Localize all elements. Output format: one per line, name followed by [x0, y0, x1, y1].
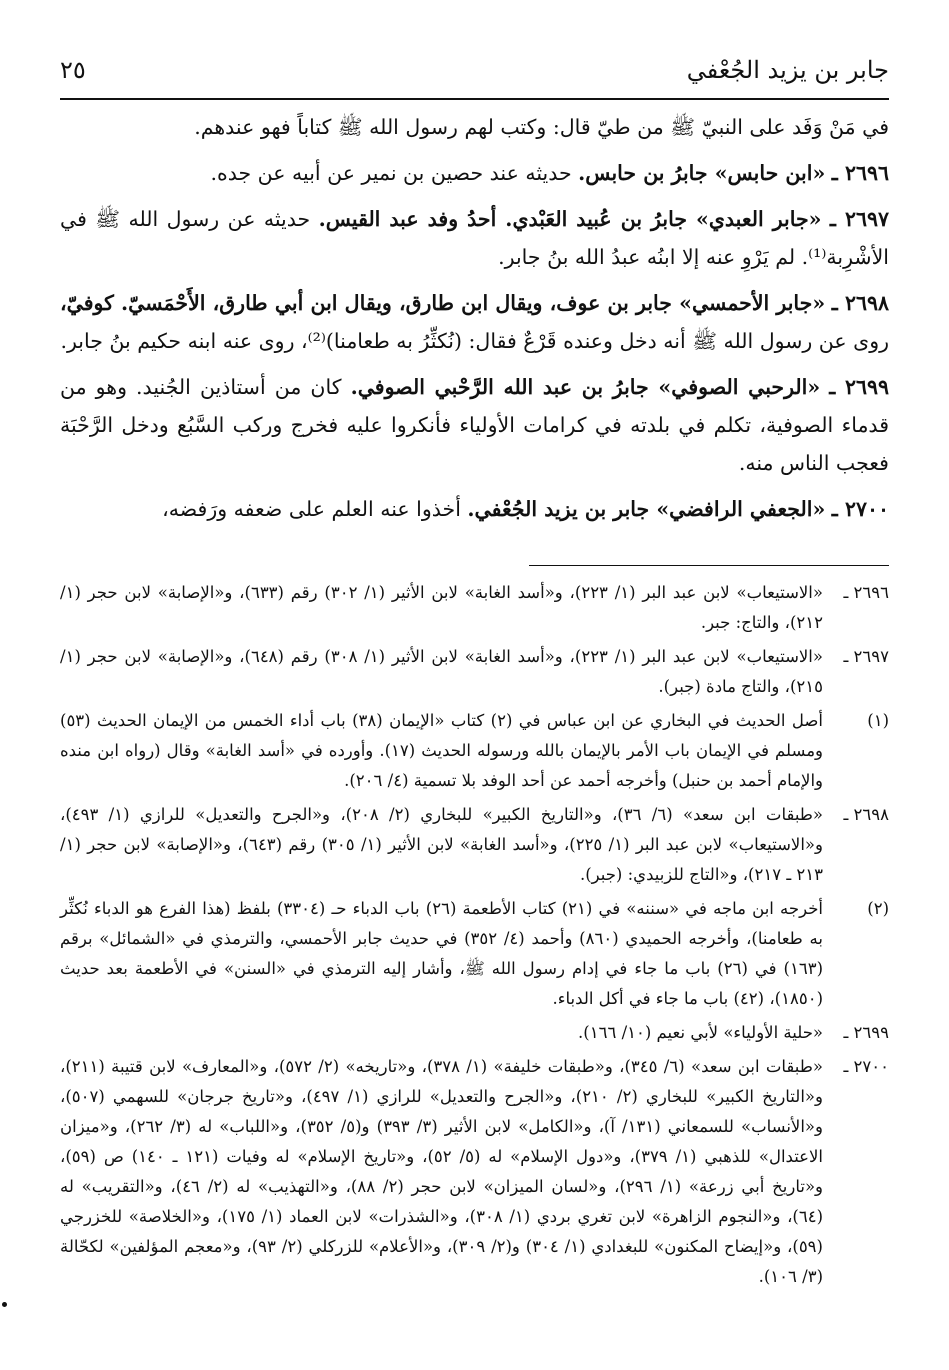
footnote-2700: [60, 1052, 889, 1292]
entry-number: ٢٦٩٩ ـ: [829, 375, 889, 399]
entry-number: ٢٦٩٨ ـ: [831, 291, 889, 315]
scan-margin-dot: [2, 1302, 7, 1307]
footnote-label: (٢): [867, 899, 889, 918]
entry-number: ٢٦٩٦ ـ: [831, 161, 889, 185]
footnote-text: «طبقات ابن سعد» (٦/ ٣٤٥)، و«طبقات خليفة» (١/ ٣٧٨)، و«تاريخه» (٢/ ٥٧٢)، و«المعارف» لابن قتيبة (٢١١)، و«التاريخ الكبير» للبخاري (٢/ ٢١٠)، و«الجرح والتعديل» للرازي (١/ ٤٩٧)، و«تاريخ جرجان» للسهمي (٥٠٧)، و«الأنساب» للسمعاني (١٣١/ آ)، و«الكامل» لابن الأثير (٣/ ٣٩٣) و(٥/ ٣٥٢)، و«اللباب» له (٣/ ٢٦٢)، و«ميزان الاعتدال» للذهبي (١/ ٣٧٩)، و«دول الإسلام» له (٥/ ٥٢)، و«تاريخ الإسلام» له وفيات (١٢١ ـ ١٤٠) ص (٥٩)، و«تاريخ أبي زرعة» (١/ ٢٩٦)، و«لسان الميزان» لابن حجر (٢/ ٨٨)، و«التهذيب» له (٢/ ٤٦)، و«التقريب» له (٦٤)، و«النجوم الزاهرة» لابن تغري بردي (١/ ٣٠٨)، و«الشذرات» لابن العماد (١/ ١٧٥)، و«الخلاصة» للخزرجي (٥٩)، و«إيضاح المكنون» للبغدادي (١/ ٣٠٤) و(٢/ ٣٠٩)، و«الأعلام» للزركلي (٢/ ٩٣)، و«معجم المؤلفين» لكحّالة (٣/ ١٠٦).: [60, 1057, 824, 1286]
footnote-text: أخرجه ابن ماجه في «سننه» في (٢١) كتاب الأطعمة (٢٦) باب الدباء حـ (٣٣٠٤) بلفظ (هذا الفرع هو الدباء نُكثِّر به طعامنا)، وأخرجه الحميدي (٨٦٠) وأحمد (٤/ ٣٥٢) في حديث جابر الأحمسي، والترمذي في «الشمائل» برقم (١٦٣) في (٢٦) باب ما جاء في إدام رسول الله ﷺ، وأشار إليه الترمذي في «السنن» في الأطعمة بعد حديث (١٨٥٠)، (٤٢) باب ما جاء في أكل الدباء.: [60, 899, 823, 1008]
footnote-text: «الاستيعاب» لابن عبد البر (١/ ٢٢٣)، و«أسد الغابة» لابن الأثير (١/ ٣٠٢) رقم (٦٣٣)، و«الإصابة» لابن حجر (١/ ٢١٢)، والتاج: جبر.: [60, 583, 823, 632]
entry-2700: [60, 490, 889, 528]
entry-2699: [60, 368, 889, 482]
footnote-2699: [60, 1018, 889, 1048]
running-title: جابر بن يزيد الجُعْفي: [686, 56, 889, 84]
entry-text: كان من أستاذين الجُنيد. وهو من قدماء الصوفية، تكلم في بلدته في كرامات الأولياء فأنكروا عليه فخرج وركب السَّبُع ودخل الرَّحْبَة فعجب الناس منه.: [60, 375, 889, 475]
footnotes: [60, 578, 889, 1296]
footnote-2697: [60, 642, 889, 702]
entry-number: ٢٧٠٠ ـ: [831, 497, 889, 521]
footnote-label: ٢٧٠٠ ـ: [843, 1057, 889, 1076]
footnote-label: ٢٦٩٨ ـ: [843, 805, 889, 824]
footnote-2696: [60, 578, 889, 638]
footnote-2698: [60, 800, 889, 890]
footnote-1: [60, 706, 889, 796]
entry-text: حديثه عن رسول الله ﷺ في الأشْرِبة⁽¹⁾. لم يَرْوِ عنه إلا ابنُه عبدُ الله بنُ جابر.: [60, 207, 889, 269]
entry-heading: «الرحبي الصوفي» جابرُ بن عبد الله الرَّحْبي الصوفي.: [350, 375, 821, 399]
entry-heading: «الجعفي الرافضي» جابر بن يزيد الجُعْفي.: [467, 497, 826, 521]
page-header: [60, 52, 889, 100]
footnote-label: (١): [867, 711, 889, 730]
entry-text: أخذوا عنه العلم على ضعفه ورَفضه،: [162, 497, 468, 521]
footnote-text: أصل الحديث في البخاري عن ابن عباس في (٢) كتاب «الإيمان (٣٨) باب أداء الخمس من الإيمان الحديث (٥٣) ومسلم في الإيمان باب الأمر بالإيمان بالله ورسوله الحديث (١٧). وأورده في «أسد الغابة» وقال (رواه ابن منده والإمام أحمد بن حنبل) وأخرجه أحمد عن أحد الوفد بلا تسمية (٤/ ٢٠٦).: [60, 711, 823, 790]
entry-2696: [60, 154, 889, 192]
intro-paragraph: في مَنْ وَفَد على النبيّ ﷺ من طيّ قال: وكتب لهم رسول الله ﷺ كتاباً فهو عندهم.: [194, 115, 889, 139]
entry-text: روى عن رسول الله ﷺ أنه دخل وعنده قَرْعٌ فقال: (نُكثِّرُ به طعامنا)⁽²⁾، روى عنه ابنه حكيم بنُ جابر.: [60, 329, 889, 353]
footnote-2: [60, 894, 889, 1014]
entry-2698: [60, 284, 889, 360]
entry-text: حديثه عند حصين بن نمير عن أبيه عن جده.: [210, 161, 579, 185]
entry-number: ٢٦٩٧ ـ: [829, 207, 889, 231]
footnote-divider: [529, 565, 889, 566]
footnote-text: «حلية الأولياء» لأبي نعيم (١٠/ ١٦٦).: [578, 1023, 823, 1042]
entry-2697: [60, 200, 889, 276]
footnote-label: ٢٦٩٧ ـ: [843, 647, 889, 666]
footnote-label: ٢٦٩٦ ـ: [843, 583, 889, 602]
entry-heading: «جابر الأحمسي» جابر بن عوف، ويقال ابن طارق، ويقال ابن أبي طارق، الأَحْمَسيّ. كوفيّ،: [60, 291, 826, 315]
footnote-text: «الاستيعاب» لابن عبد البر (١/ ٢٢٣)، و«أسد الغابة» لابن الأثير (١/ ٣٠٨) رقم (٦٤٨)، و«الإصابة» لابن حجر (١/ ٢١٥)، والتاج مادة (جبر).: [60, 647, 823, 696]
footnote-text: «طبقات ابن سعد» (٦/ ٣٦)، و«التاريخ الكبير» للبخاري (٢/ ٢٠٨)، و«الجرح والتعديل» للرازي (١/ ٤٩٣)، و«الاستيعاب» لابن عبد البر (١/ ٢٢٥)، و«أسد الغابة» لابن الأثير (١/ ٣٠٥) رقم (٦٤٣)، و«الإصابة» لابن حجر (١/ ٢١٣ ـ ٢١٧)، و«التاج للزبيدي: (جبر).: [60, 805, 824, 884]
page-number: ٢٥: [60, 56, 86, 84]
entry-heading: «جابر العبدي» جابرُ بن عُبيد العَبْدي. أحدُ وفد عبد القيس.: [318, 207, 822, 231]
main-text: [60, 108, 889, 536]
footnote-label: ٢٦٩٩ ـ: [843, 1023, 889, 1042]
entry-heading: «ابن حابس» جابرُ بن حابس.: [578, 161, 826, 185]
